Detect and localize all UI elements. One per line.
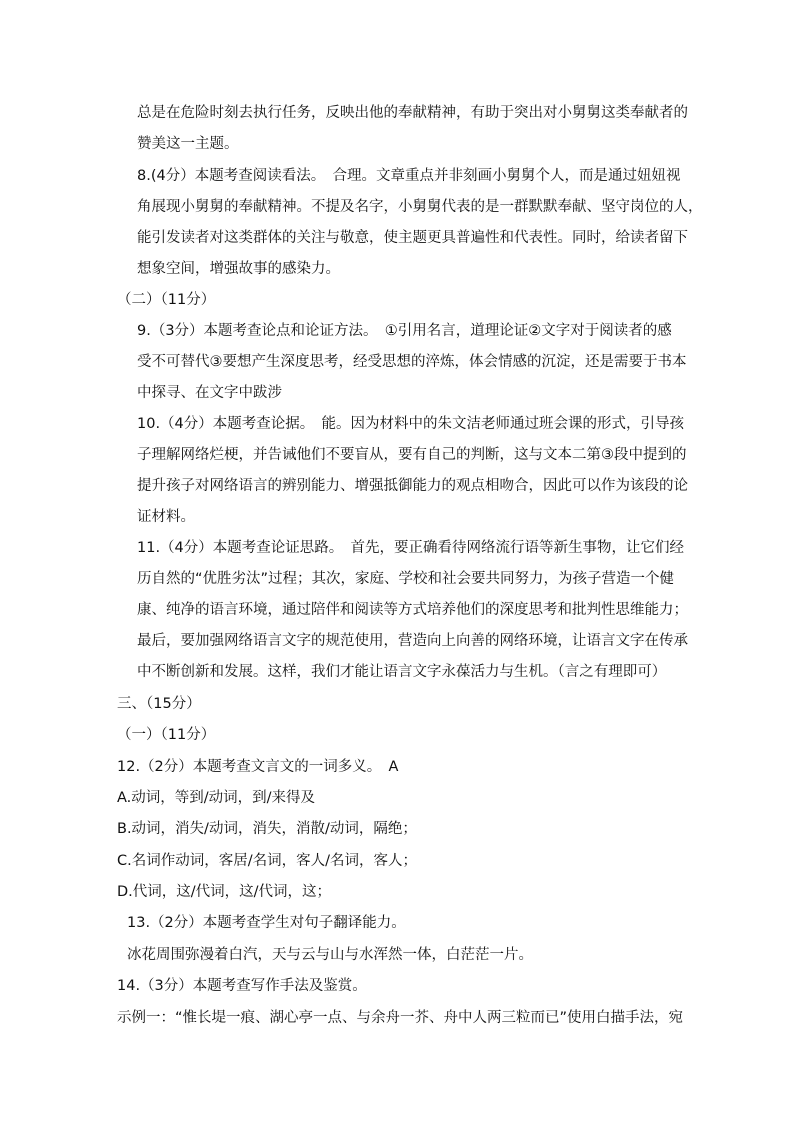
- text-line: 赞美这一主题。: [137, 136, 239, 152]
- text-line: 12.（2分）本题考查文言文的一词多义。 A: [117, 759, 399, 775]
- text-line: 能引发读者对这类群体的关注与敬意，使主题更具普遍性和代表性。同时，给读者留下: [137, 230, 688, 246]
- text-line: C.名词作动词，客居/名词，客人/名词，客人；: [117, 853, 418, 869]
- text-line: 8.(4分）本题考查阅读看法。 合理。文章重点并非刻画小舅舅个人，而是通过妞妞视: [137, 168, 681, 184]
- text-line: 角展现小舅舅的奉献精神。不提及名字，小舅舅代表的是一群默默奉献、坚守岗位的人，: [137, 199, 703, 215]
- text-line: 9.（3分）本题考查论点和论证方法。 ①引用名言，道理论证②文字对于阅读者的感: [137, 323, 672, 339]
- text-line: 总是在危险时刻去执行任务，反映出他的奉献精神，有助于突出对小舅舅这类奉献者的: [137, 105, 688, 121]
- text-line: 中不断创新和发展。这样，我们才能让语言文字永葆活力与生机。（言之有理即可）: [137, 664, 667, 680]
- text-line: 提升孩子对网络语言的辨别能力、增强抵御能力的观点相吻合，因此可以作为该段的论: [137, 478, 688, 494]
- text-line: 14.（3分）本题考查写作手法及鉴赏。: [117, 978, 367, 994]
- text-line: 示例一：“惟长堤一痕、湖心亭一点、与余舟一芥、舟中人两三粒而已”使用白描手法，宛: [117, 1010, 684, 1026]
- section-heading: （一）（11分）: [117, 727, 216, 743]
- text-line: 10.（4分）本题考查论据。 能。因为材料中的朱文洁老师通过班会课的形式，引导孩: [137, 416, 685, 432]
- section-heading: 三、（15分）: [117, 696, 201, 712]
- text-line: 证材料。: [137, 509, 195, 525]
- text-line: 最后，要加强网络语言文字的规范使用，营造向上向善的网络环境，让语言文字在传承: [137, 633, 688, 649]
- text-line: A.动词，等到/动词，到/来得及: [117, 790, 316, 806]
- text-line: 13.（2分）本题考查学生对句子翻译能力。: [127, 915, 406, 931]
- section-heading: （二）（11分）: [117, 292, 216, 308]
- text-line: 冰花周围弥漫着白汽，天与云与山与水浑然一体，白茫茫一片。: [127, 947, 533, 963]
- text-line: 受不可替代③要想产生深度思考，经受思想的淬炼，体会情感的沉淀，还是需要于书本: [137, 354, 687, 370]
- text-line: 11.（4分）本题考查论证思路。 首先，要正确看待网络流行语等新生事物，让它们经: [137, 540, 685, 556]
- text-line: 想象空间，增强故事的感染力。: [137, 261, 340, 277]
- text-line: 子理解网络烂梗，并告诫他们不要盲从，要有自己的判断，这与文本二第③段中提到的: [137, 447, 687, 463]
- text-line: 中探寻、在文字中跋涉: [137, 385, 282, 401]
- text-line: D.代词，这/代词，这/代词，这；: [117, 884, 332, 900]
- text-line: 历自然的“优胜劣汰”过程；其次，家庭、学校和社会要共同努力，为孩子营造一个健: [137, 571, 675, 587]
- text-line: B.动词，消失/动词，消失，消散/动词，隔绝；: [117, 821, 417, 837]
- text-line: 康、纯净的语言环境，通过陪伴和阅读等方式培养他们的深度思考和批判性思维能力；: [137, 602, 688, 618]
